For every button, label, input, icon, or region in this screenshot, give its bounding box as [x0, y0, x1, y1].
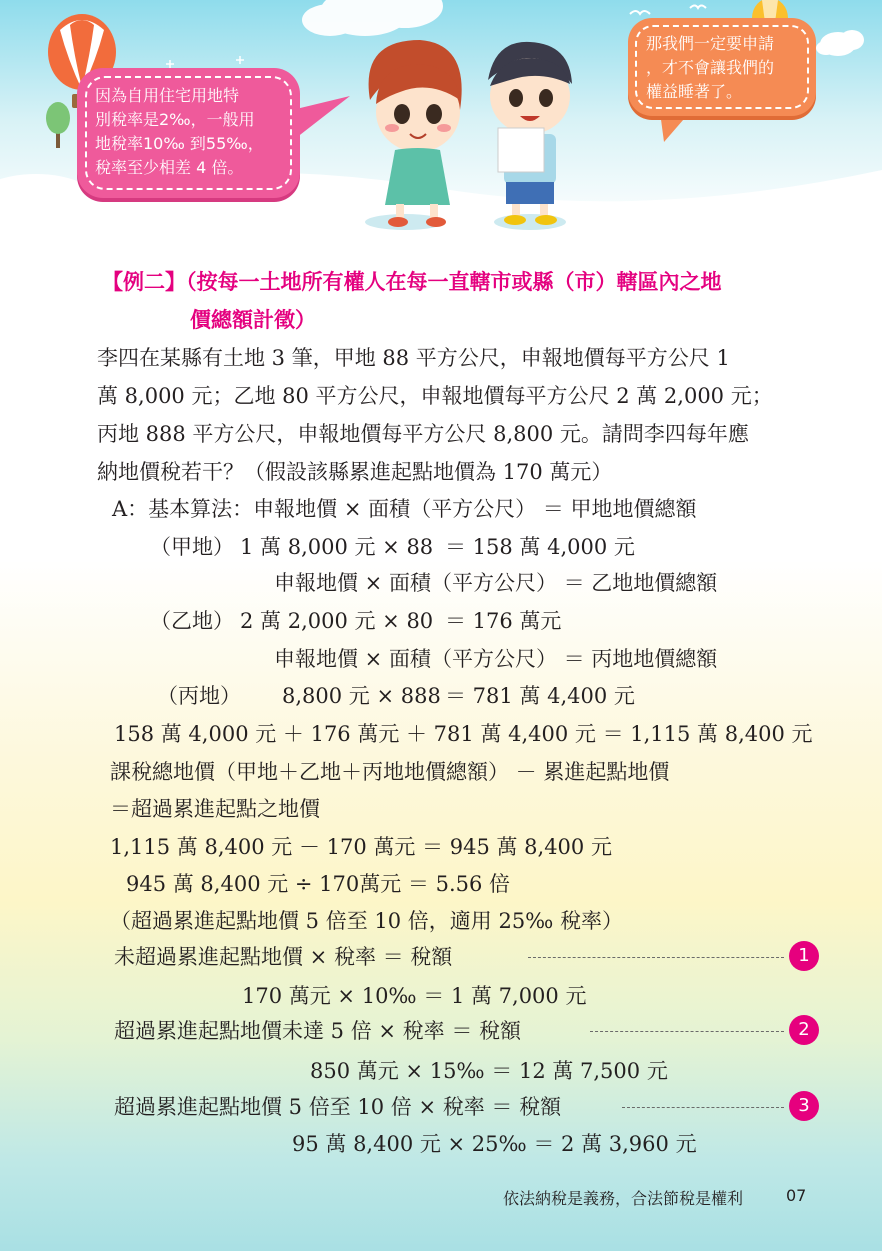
land-b-result: ＝ 176 萬元	[445, 609, 562, 633]
footer-slogan: 依法納稅是義務，合法節稅是權利	[503, 1189, 744, 1208]
bubble-tail	[660, 112, 690, 142]
leader-dots	[622, 1107, 784, 1108]
formula-land-c: 申報地價 × 面積（平方公尺） ＝ 丙地地價總額	[274, 647, 718, 671]
ratio-calc: 945 萬 8,400 元 ÷ 170萬元 ＝ 5.56 倍	[126, 872, 511, 896]
land-c-calc: 8,800 元 × 888	[282, 684, 441, 708]
step1-label: 未超過累進起點地價 × 稅率 ＝ 稅額	[114, 945, 453, 969]
land-c-label: （丙地）	[157, 684, 241, 708]
step3-calc: 95 萬 8,400 元 × 25‰ ＝ 2 萬 3,960 元	[292, 1132, 697, 1156]
step3-number-badge: 3	[789, 1091, 819, 1121]
bubble-text-line: 因為自用住宅用地特	[95, 86, 240, 105]
total-sum: 158 萬 4,000 元 ＋ 176 萬元 ＋ 781 萬 4,400 元 ＝ 1,115 萬 8,400 元	[114, 722, 813, 746]
step2-number-badge: 2	[789, 1015, 819, 1045]
land-a-result: ＝ 158 萬 4,000 元	[445, 535, 635, 559]
step2-calc: 850 萬元 × 15‰ ＝ 12 萬 7,500 元	[310, 1059, 668, 1083]
question-line: 納地價稅若干？（假設該縣累進起點地價為 170 萬元）	[97, 460, 613, 484]
bubble-text-line: ，才不會讓我們的	[646, 58, 775, 77]
excess-calc: 1,115 萬 8,400 元 － 170 萬元 ＝ 945 萬 8,400 元	[110, 835, 612, 859]
step1-calc: 170 萬元 × 10‰ ＝ 1 萬 7,000 元	[242, 984, 587, 1008]
cloud-icon	[302, 0, 443, 36]
bubble-text-line: 地稅率10‰ 到55‰，	[95, 134, 264, 153]
land-c-result: ＝ 781 萬 4,400 元	[445, 684, 635, 708]
step1-number-badge: 1	[789, 941, 819, 971]
bubble-text-line: 稅率至少相差 4 倍。	[95, 158, 244, 177]
bubble-text-line: 別稅率是2‰，一般用	[95, 110, 255, 129]
example-heading: 【例二】（按每一土地所有權人在每一直轄市或縣（市）轄區內之地	[102, 270, 722, 294]
formula-land-b: 申報地價 × 面積（平方公尺） ＝ 乙地地價總額	[274, 571, 718, 595]
step3-label: 超過累進起點地價 5 倍至 10 倍 × 稅率 ＝ 稅額	[114, 1095, 562, 1119]
cloud-icon	[816, 30, 864, 56]
land-b-label: （乙地）	[150, 609, 234, 633]
leader-dots	[528, 957, 784, 958]
step2-label: 超過累進起點地價未達 5 倍 × 稅率 ＝ 稅額	[114, 1019, 522, 1043]
land-a-calc: 1 萬 8,000 元 × 88	[240, 535, 434, 559]
bird-icon	[630, 6, 706, 15]
tree-icon	[46, 102, 70, 148]
question-line: 丙地 888 平方公尺，申報地價每平方公尺 8,800 元。請問李四每年應	[97, 422, 749, 446]
speech-bubble-boy	[628, 18, 816, 116]
bubble-text-line: 權益睡著了。	[646, 82, 743, 101]
bubble-tail	[292, 96, 350, 138]
leader-dots	[590, 1031, 784, 1032]
excess-definition-cont: ＝超過累進起點之地價	[110, 797, 320, 821]
example-heading-cont: 價總額計徵）	[190, 308, 316, 332]
question-line: 萬 8,000 元；乙地 80 平方公尺，申報地價每平方公尺 2 萬 2,000 元；	[97, 384, 773, 408]
rate-note: （超過累進起點地價 5 倍至 10 倍，適用 25‰ 稅率）	[110, 909, 624, 933]
land-a-label: （甲地）	[150, 535, 234, 559]
excess-definition: 課稅總地價（甲地＋乙地＋丙地地價總額） － 累進起點地價	[110, 760, 670, 784]
question-line: 李四在某縣有土地 3 筆，甲地 88 平方公尺，申報地價每平方公尺 1	[97, 346, 730, 370]
basic-formula: A：基本算法：申報地價 × 面積（平方公尺） ＝ 甲地地價總額	[112, 497, 697, 521]
speech-bubble-girl	[77, 68, 300, 198]
bubble-text-line: 那我們一定要申請	[646, 34, 775, 53]
land-b-calc: 2 萬 2,000 元 × 80	[240, 609, 434, 633]
page-number: 07	[786, 1186, 807, 1205]
